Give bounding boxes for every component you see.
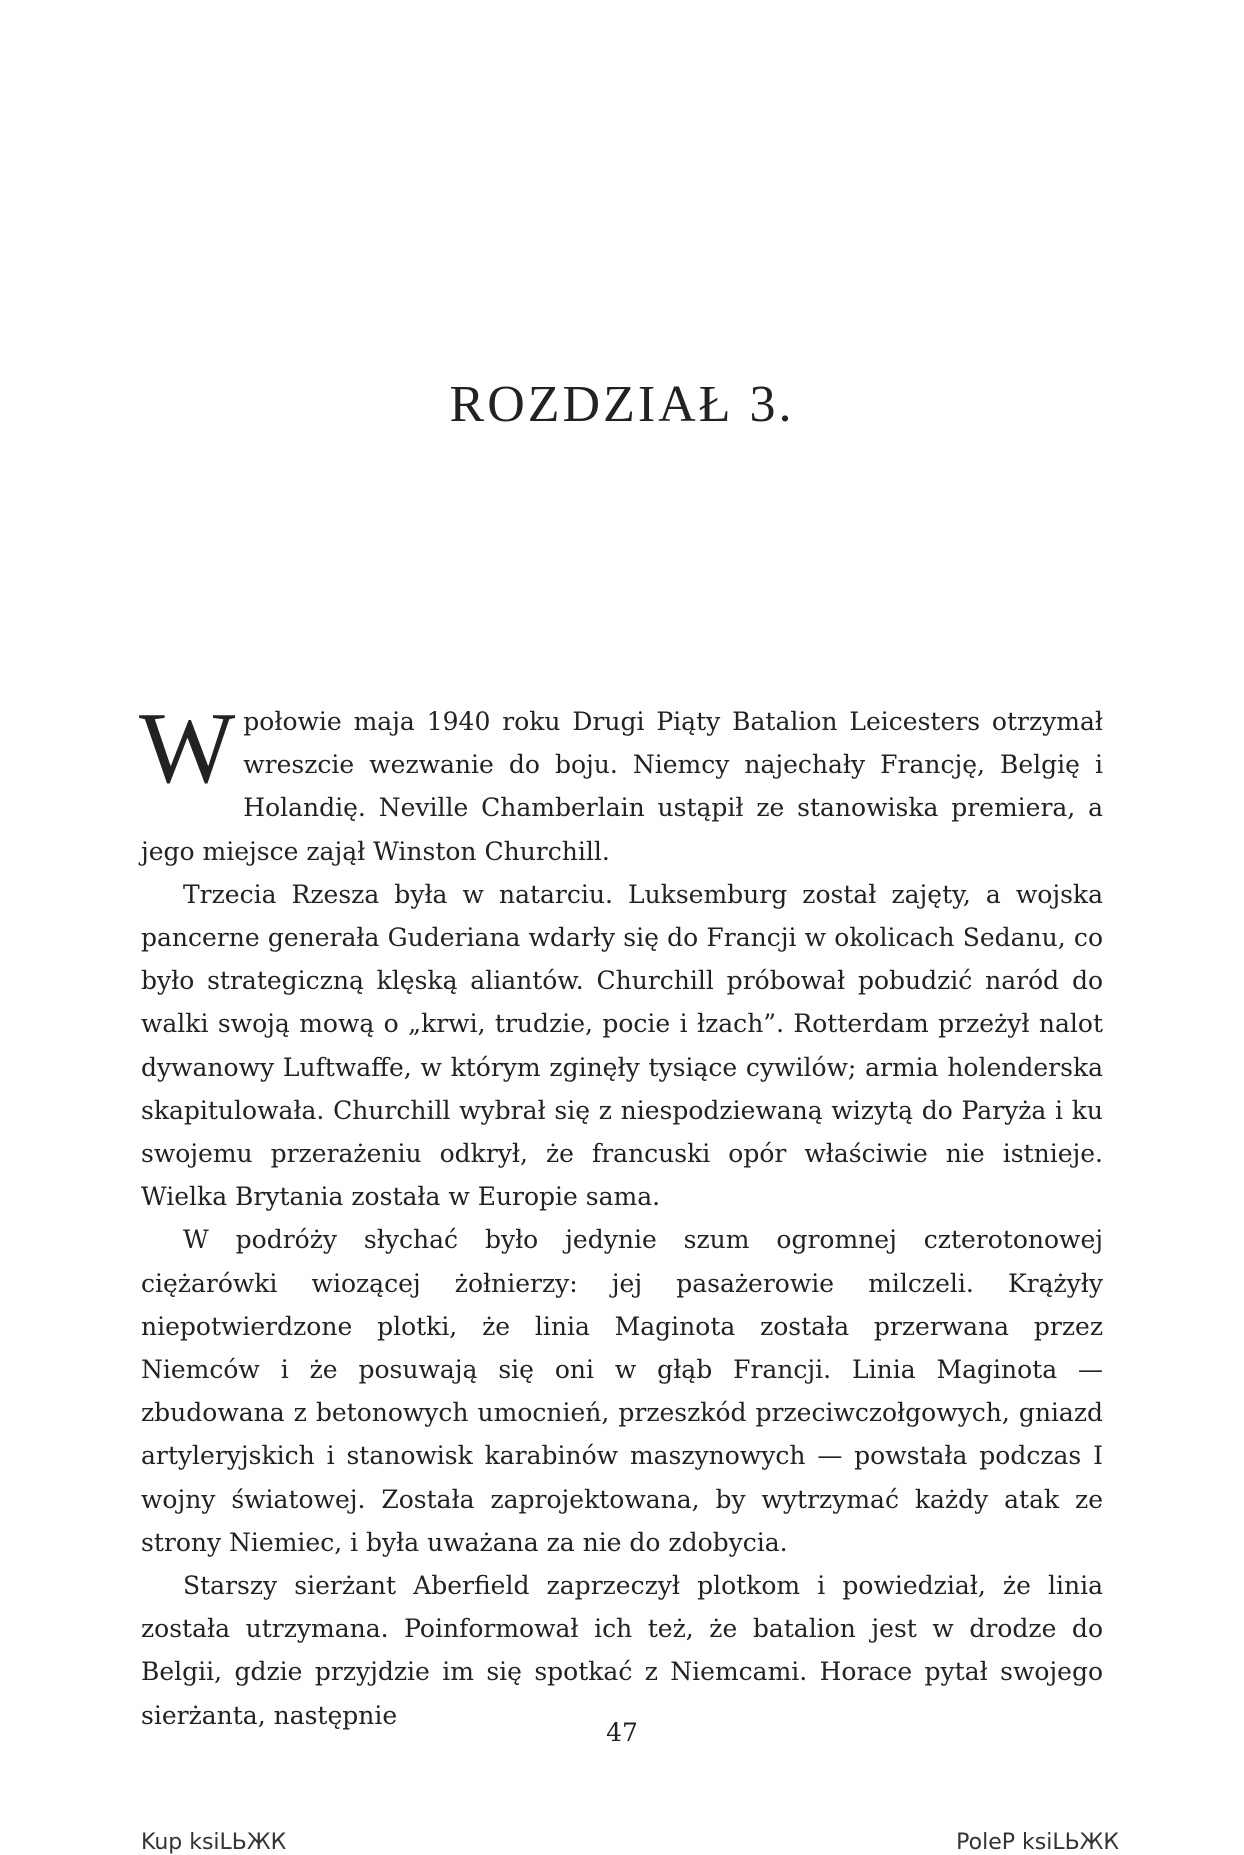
- drop-cap: W: [139, 692, 236, 805]
- body-text: [139, 692, 1103, 1737]
- buy-book-link[interactable]: Kup ksiLЬЖК: [141, 1830, 287, 1855]
- paragraph-2: Trzecia Rzesza była w natarciu. Luksemburg został zajęty, a wojska pancerne generała Guderiana wdarły się do Francji w okolicach Sedanu, co było strategiczną klęską aliantów. Churchill próbował pobudzić naród do walki swoją mową o „krwi, trudzie, pocie i łzach”. Rotterdam przeżył nalot dywanowy Luftwaffe, w którym zginęły tysiące cywilów; armia holenderska skapitulowała. Churchill wybrał się z niespodziewaną wizytą do Paryża i ku swojemu przerażeniu odkrył, że francuski opór właściwie nie istnieje. Wielka Brytania została w Europie sama.: [141, 879, 1103, 1212]
- page-number: 47: [606, 1718, 638, 1747]
- paragraph-4: Starszy sierżant Aberfield zaprzeczył plotkom i powiedział, że linia została utrzymana. Poinformował ich też, że batalion jest w drodze do Belgii, gdzie przyjdzie im się spotkać z Niemcami. Horace pytał swojego sierżanta, następnie: [141, 1571, 1103, 1730]
- paragraph-3: W podróży słychać było jedynie szum ogromnej czterotonowej ciężarówki wiozącej żołnierzy: jej pasażerowie milczeli. Krążyły niepotwierdzone plotki, że linia Maginota została przerwana przez Niemców i że posuwają się oni w głąb Francji. Linia Maginota — zbudowana z betonowych umocnień, przeszkód przeciwczołgowych, gniazd artyleryjskich i stanowisk karabinów maszynowych — powstała podczas I wojny światowej. Została zaprojektowana, by wytrzymać każdy atak ze strony Niemiec, i była uważana za nie do zdobycia.: [141, 1225, 1103, 1557]
- paragraph-1: [139, 692, 1103, 873]
- paragraph-1-text: połowie maja 1940 roku Drugi Piąty Batalion Leicesters otrzymał wreszcie wezwanie do boju. Niemcy najechały Francję, Belgię i Holandię. Neville Chamberlain ustąpił ze stanowiska premiera, a jego miejsce zajął Winston Churchill.: [141, 707, 1103, 866]
- chapter-title: ROZDZIAŁ 3.: [449, 376, 795, 433]
- recommend-book-link[interactable]: PoleP ksiLЬЖК: [956, 1830, 1119, 1855]
